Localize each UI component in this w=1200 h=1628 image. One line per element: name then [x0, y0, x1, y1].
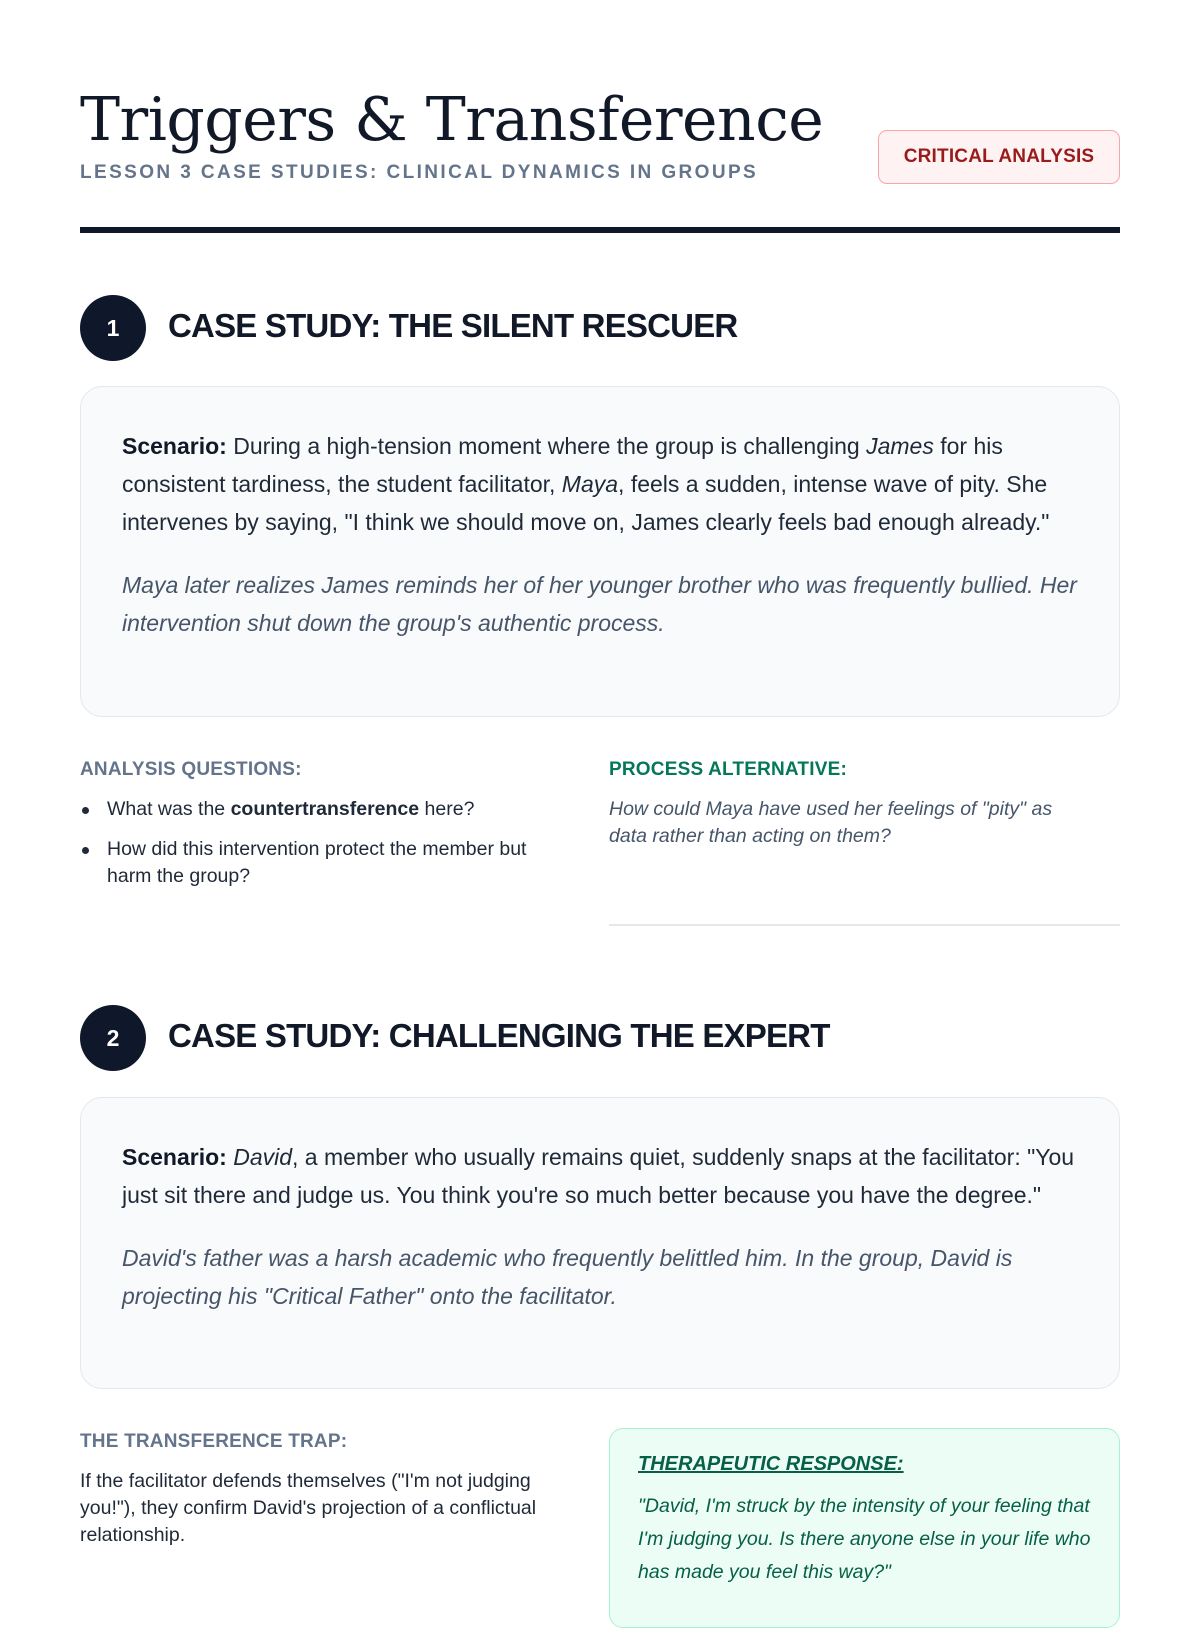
scenario-card — [80, 386, 1120, 717]
scenario-note: David's father was a harsh academic who frequently belittled him. In the group, David is projecting his "Critical Father" onto the facilitator. — [122, 1245, 1013, 1309]
member-name: David — [233, 1144, 293, 1170]
transference-trap-label: THE TRANSFERENCE TRAP: — [80, 1431, 348, 1452]
scenario-card — [80, 1097, 1120, 1389]
section-title: CASE STUDY: CHALLENGING THE EXPERT — [168, 1017, 830, 1054]
therapeutic-response-text: "David, I'm struck by the intensity of your feeling that I'm judging you. Is there anyone else in your life who has made you feel this way?" — [638, 1495, 1091, 1583]
question-text: What was the — [107, 798, 231, 820]
case-study-2-header — [80, 1005, 1120, 1071]
process-alternative-label: PROCESS ALTERNATIVE: — [609, 759, 847, 780]
scenario-text — [122, 427, 1079, 541]
section-number-badge: 2 — [80, 1005, 146, 1071]
scenario-note: Maya later realizes James reminds her of her younger brother who was frequently bullied. Her intervention shut down the group's authentic process. — [122, 572, 1077, 636]
critical-analysis-badge: CRITICAL ANALYSIS — [878, 130, 1120, 184]
process-alternative-text: How could Maya have used her feelings of "pity" as data rather than acting on them? — [609, 798, 1053, 847]
page-subtitle: LESSON 3 CASE STUDIES: CLINICAL DYNAMICS IN GROUPS — [80, 162, 759, 183]
scenario-label: Scenario: — [122, 433, 227, 459]
scenario-text — [122, 1138, 1079, 1214]
analysis-questions-label: ANALYSIS QUESTIONS: — [80, 759, 302, 780]
scenario-text-part: , feels a sudden, intense wave of pity. She intervenes by saying, "I think we should move on, James clearly feels bad enough already." — [122, 471, 1050, 535]
header-divider — [80, 227, 1120, 233]
section-title: CASE STUDY: THE SILENT RESCUER — [168, 307, 738, 344]
facilitator-name: Maya — [561, 471, 619, 497]
member-name: James — [866, 433, 934, 459]
column-divider — [609, 924, 1120, 926]
page-title: Triggers & Transference — [80, 85, 824, 155]
scenario-text-part: During a high-tension moment where the group is challenging — [226, 433, 867, 459]
therapeutic-response-box — [609, 1428, 1120, 1628]
case-study-1-header — [80, 295, 1120, 361]
question-text: here? — [419, 798, 475, 820]
scenario-label: Scenario: — [122, 1144, 227, 1170]
page-header — [80, 70, 1120, 230]
section-number-badge: 1 — [80, 295, 146, 361]
question-keyword: countertransference — [230, 798, 420, 820]
list-item: How did this intervention protect the member but harm the group? — [80, 836, 570, 890]
transference-trap-text: If the facilitator defends themselves ("I'm not judging you!"), they confirm David's projection of a conflictual relationship. — [80, 1470, 537, 1546]
list-item — [80, 796, 570, 823]
scenario-text-part: , a member who usually remains quiet, suddenly snaps at the facilitator: "You just sit there and judge us. You think you're so much better because you have the degree." — [122, 1144, 1075, 1208]
therapeutic-response-label: THERAPEUTIC RESPONSE: — [638, 1453, 904, 1475]
page — [80, 0, 1120, 1600]
analysis-questions-list — [80, 796, 570, 903]
scenario-text-part: for his consistent tardiness, the student facilitator, — [122, 433, 1003, 497]
